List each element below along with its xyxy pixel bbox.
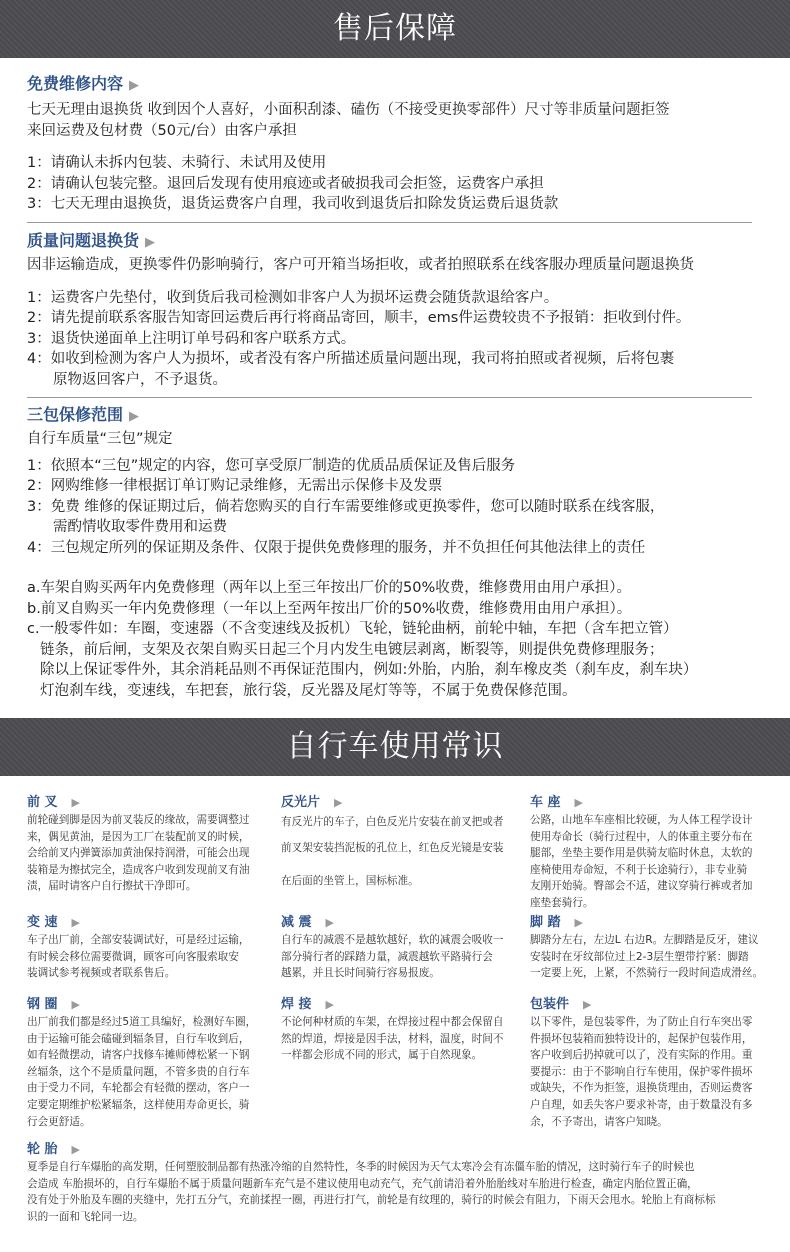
tip-title: 减 震 bbox=[281, 915, 312, 930]
tip-line: 腿部，坐垫主要作用是供骑友临时休息，太软的 bbox=[530, 847, 753, 860]
list-item-continuation: 需酌情收取零件费用和运费 bbox=[53, 519, 227, 535]
clause-continuation: 除以上保证零件外，其余消耗品则不再保证范围内，例如:外胎，内胎，刹车橡皮类（刹车皮，刹车块） bbox=[40, 662, 698, 678]
triangle-right-icon: ▶ bbox=[325, 916, 334, 929]
divider bbox=[27, 222, 752, 223]
tip-block bbox=[530, 996, 778, 1130]
list-item: 2：请确认包装完整。退回后发现有使用痕迹或者破损我司会拒签，运费客户承担 bbox=[27, 175, 544, 192]
tip-heading bbox=[27, 794, 275, 812]
tip-title: 脚 踏 bbox=[530, 915, 561, 930]
clause-continuation: 灯泡刹车线，变速线，车把套，旅行袋，反光器及尾灯等等，不属于免费保修范围。 bbox=[40, 682, 577, 699]
triangle-right-icon: ▶ bbox=[145, 235, 156, 250]
tip-line: 装箱是为擦拭完全，造成客户收到发现前叉有油 bbox=[27, 863, 250, 876]
tip-line: 会造成 车胎损坏的，自行车爆胎不属于质量问题新车充气是不建议使用电动充气，充气前请沿着外胎胎线对车胎进行检查，确定内胎位置正确， bbox=[27, 1177, 698, 1190]
tip-line: 客户收到后扔掉就可以了，没有实际的作用。重 bbox=[530, 1049, 753, 1062]
triangle-right-icon: ▶ bbox=[129, 78, 140, 93]
tip-heading bbox=[281, 794, 529, 812]
tip-title: 焊 接 bbox=[281, 997, 312, 1012]
clause: c.一般零件如：车圈，变速器（不含变速线及扳机）飞轮，链轮曲柄，前轮中轴，车把（含车把立管） bbox=[27, 621, 678, 637]
intro-line: 自行车质量“三包”规定 bbox=[27, 431, 173, 447]
tip-line: 前叉架安装挡泥板的孔位上，红色反光镜是安装 bbox=[281, 842, 504, 854]
tip-line: 脚踏分左右，左边L 右边R。左脚踏是反牙，建议 bbox=[530, 934, 759, 946]
tip-line: 然的焊道，焊接是因手法，材料，温度，时间不 bbox=[281, 1032, 504, 1045]
triangle-right-icon: ▶ bbox=[574, 916, 583, 929]
tip-block bbox=[530, 914, 778, 982]
tip-line: 不论何种材质的车架，在焊接过程中都会保留自 bbox=[281, 1016, 504, 1028]
tip-line: 夏季是自行车爆胎的高发期，任何塑胶制品都有热涨冷缩的自然特性，冬季的时候因为天气太寒冷会有冻僵车胎的情况，这时骑行车子的时候也 bbox=[27, 1161, 695, 1173]
tip-block bbox=[27, 794, 275, 895]
tip-heading bbox=[281, 914, 529, 932]
triangle-right-icon: ▶ bbox=[583, 998, 592, 1011]
tip-line: 以下零件，是包装零件，为了防止自行车突出零 bbox=[530, 1016, 753, 1028]
tip-line: 会给前叉内弹簧添加黄油保持润滑，可能会出现 bbox=[27, 847, 250, 860]
triangle-right-icon: ▶ bbox=[574, 796, 583, 809]
list-item: 3：七天无理由退换货，退货运费客户自理，我司收到退货后扣除发货运费后退货款 bbox=[27, 196, 559, 212]
triangle-right-icon: ▶ bbox=[129, 409, 140, 424]
free-repair-section bbox=[27, 73, 777, 215]
tip-line: 户自理，如丢失客户要求补寄，由于数量没有多 bbox=[530, 1098, 753, 1111]
tip-line: 一定要上死，上紧，不然骑行一段时间造成滑丝。 bbox=[530, 967, 764, 980]
clause-continuation: 链条，前后闸，支架及衣架自购买日起三个月内发生电镀层剥离，断裂等，则提供免费修理服务； bbox=[40, 641, 664, 658]
tip-line: 在后面的坐管上，国标标准。 bbox=[281, 875, 419, 887]
quality-section bbox=[27, 230, 777, 390]
tip-line: 座椅使用寿命短，不利于长途骑行），非专业骑 bbox=[530, 863, 748, 876]
heading-text: 质量问题退换货 bbox=[27, 231, 140, 250]
tip-line: 要提示：由于不影响自行车使用，保护零件损坏 bbox=[530, 1065, 753, 1078]
tip-heading bbox=[27, 914, 275, 932]
list-item: 1：请确认未拆内包装、未骑行、未试用及使用 bbox=[27, 155, 327, 171]
tip-line: 一样都会形成不同的形式，属于自然现象。 bbox=[281, 1049, 483, 1062]
tip-line: 余，不予寄出，请客户知晓。 bbox=[530, 1115, 668, 1128]
tip-heading bbox=[530, 996, 778, 1014]
tip-block bbox=[281, 794, 529, 898]
tip-line: 来，偶见黄油，是因为工厂在装配前叉的时候， bbox=[27, 830, 250, 843]
intro-line: 因非运输造成，更换零件仍影响骑行，客户可开箱当场拒收，或者拍照联系在线客服办理质量问题退换货 bbox=[27, 257, 694, 273]
tip-line: 渍，届时请客户自行擦拭干净即可。 bbox=[27, 880, 197, 893]
triangle-right-icon: ▶ bbox=[71, 796, 80, 809]
section-heading bbox=[27, 230, 777, 254]
triangle-right-icon: ▶ bbox=[325, 998, 334, 1011]
tip-line: 安装时在牙纹部位过上2-3层生塑带拧紧：脚踏 bbox=[530, 950, 749, 963]
tip-line: 自行车的减震不是越软越好，软的减震会吸收一 bbox=[281, 934, 504, 946]
tip-line: 行会更舒适。 bbox=[27, 1115, 91, 1128]
section-heading bbox=[27, 73, 777, 97]
list-item: 1：依照本“三包”规定的内容，您可享受原厂制造的优质品质保证及售后服务 bbox=[27, 457, 516, 474]
tip-line: 或缺失，不作为拒签，退换货理由，否则运费客 bbox=[530, 1082, 753, 1095]
tip-title: 反光片 bbox=[281, 795, 321, 810]
tip-block bbox=[27, 914, 275, 982]
tip-line: 有时候会移位需要微调，顾客可向客服索取安 bbox=[27, 950, 239, 963]
tip-title: 轮 胎 bbox=[27, 1142, 58, 1157]
tip-title: 包装件 bbox=[530, 997, 570, 1012]
tip-line: 车子出厂前，全部安装调试好，可是经过运输， bbox=[27, 934, 250, 946]
tip-line: 由于运输可能会磕碰到辐条冒，自行车收到后， bbox=[27, 1032, 250, 1045]
tip-line: 由于受力不同，车轮都会有轻微的摆动，客户一 bbox=[27, 1082, 250, 1095]
tip-line: 公路，山地车车座相比较硬，为人体工程学设计 bbox=[530, 814, 753, 826]
tip-line: 出厂前我们都是经过5道工具编好，检测好车圈， bbox=[27, 1016, 257, 1028]
tip-line: 越累，并且长时间骑行容易报废。 bbox=[281, 967, 440, 980]
list-item: 4：三包规定所列的保证期及条件、仅限于提供免费修理的服务，并不负担任何其他法律上的责任 bbox=[27, 539, 646, 556]
tip-line: 部分骑行者的踩踏力量，减震越软平路骑行会 bbox=[281, 950, 493, 963]
list-item: 3：退货快递面单上注明订单号码和客户联系方式。 bbox=[27, 330, 356, 347]
tip-line: 友刚开始骑。臀部会不适，建议穿骑行裤或者加 bbox=[530, 880, 753, 893]
tip-line: 没有处于外胎及车圈的夹缝中，先打五分气，充前揉捏一圈，再进行打气，前轮是有纹理的，骑行的时候会有阻力，下雨天会甩水。轮胎上有商标标 bbox=[27, 1194, 716, 1207]
tip-heading bbox=[27, 996, 275, 1014]
bike-tips-banner: 自行车使用常识 bbox=[0, 718, 790, 776]
tip-line: 如有轻微摆动，请客户找修车摊师傅松紧一下钢 bbox=[27, 1049, 250, 1062]
list-item: 1：运费客户先垫付，收到货后我司检测如非客户人为损坏运费会随货款退给客户。 bbox=[27, 289, 559, 306]
tip-title: 钢 圈 bbox=[27, 997, 58, 1012]
intro-line: 来回运费及包材费（50元/台）由客户承担 bbox=[27, 122, 297, 139]
tip-heading bbox=[281, 996, 529, 1014]
tip-heading bbox=[530, 914, 778, 932]
tip-block bbox=[27, 1141, 767, 1225]
tip-line: 座垫套骑行。 bbox=[530, 896, 594, 909]
tip-line: 件损坏包装箱而独特设计的，起保护包装作用， bbox=[530, 1032, 753, 1045]
triangle-right-icon: ▶ bbox=[334, 796, 343, 809]
tip-block bbox=[281, 914, 529, 982]
triangle-right-icon: ▶ bbox=[71, 1143, 80, 1156]
clause: b.前叉自购买一年内免费修理（一年以上至两年按出厂价的50%收费，维修费用由用户承担）。 bbox=[27, 600, 632, 617]
tip-title: 变 速 bbox=[27, 915, 58, 930]
intro-line: 七天无理由退换货 收到因个人喜好，小面积刮漆、磕伤（不接受更换零部件）尺寸等非质量问题拒签 bbox=[27, 102, 670, 118]
tip-block bbox=[530, 794, 778, 912]
tip-line: 识的一面和飞轮同一边。 bbox=[27, 1210, 144, 1223]
tip-line: 丝辐条，这个不是质量问题，不管多贵的自行车 bbox=[27, 1065, 250, 1078]
tip-block bbox=[27, 996, 275, 1130]
list-item: 4：如收到检测为客户人为损坏，或者没有客户所描述质量问题出现，我司将拍照或者视频，后将包裹 bbox=[27, 351, 675, 367]
list-item-continuation: 原物返回客户，不予退货。 bbox=[53, 371, 227, 388]
list-item: 2：网购维修一律根据订单订购记录维修，无需出示保修卡及发票 bbox=[27, 478, 443, 494]
clause: a.车架自购买两年内免费修理（两年以上至三年按出厂价的50%收费，维修费用由用户承担）。 bbox=[27, 580, 631, 596]
triangle-right-icon: ▶ bbox=[71, 998, 80, 1011]
warranty-section bbox=[27, 404, 777, 701]
tip-block bbox=[281, 996, 529, 1064]
tip-line: 使用寿命长（骑行过程中，人的体重主要分布在 bbox=[530, 830, 753, 843]
section-heading bbox=[27, 404, 777, 428]
tip-heading bbox=[530, 794, 778, 812]
triangle-right-icon: ▶ bbox=[71, 916, 80, 929]
tip-title: 车 座 bbox=[530, 795, 561, 810]
after-sales-banner: 售后保障 bbox=[0, 0, 790, 58]
list-item: 2：请先提前联系客服告知寄回运费后再行将商品寄回，顺丰，ems件运费较贵不予报销：拒收到付件。 bbox=[27, 310, 691, 326]
tip-line: 前轮碰到脚是因为前叉装反的缘故，需要调整过 bbox=[27, 814, 250, 826]
tip-heading bbox=[27, 1141, 767, 1159]
tip-title: 前 叉 bbox=[27, 795, 58, 810]
heading-text: 三包保修范围 bbox=[27, 405, 124, 424]
tip-line: 装调试参考视频或者联系售后。 bbox=[27, 967, 176, 980]
divider bbox=[27, 397, 752, 398]
tip-line: 有反光片的车子，白色反光片安装在前叉把或者 bbox=[281, 816, 504, 828]
heading-text: 免费维修内容 bbox=[27, 74, 124, 93]
tip-line: 定要定期维护松紧辐条，这样使用寿命更长，骑 bbox=[27, 1098, 250, 1111]
list-item: 3：免费 维修的保证期过后，倘若您购买的自行车需要维修或更换零件，您可以随时联系在线客服， bbox=[27, 498, 665, 515]
